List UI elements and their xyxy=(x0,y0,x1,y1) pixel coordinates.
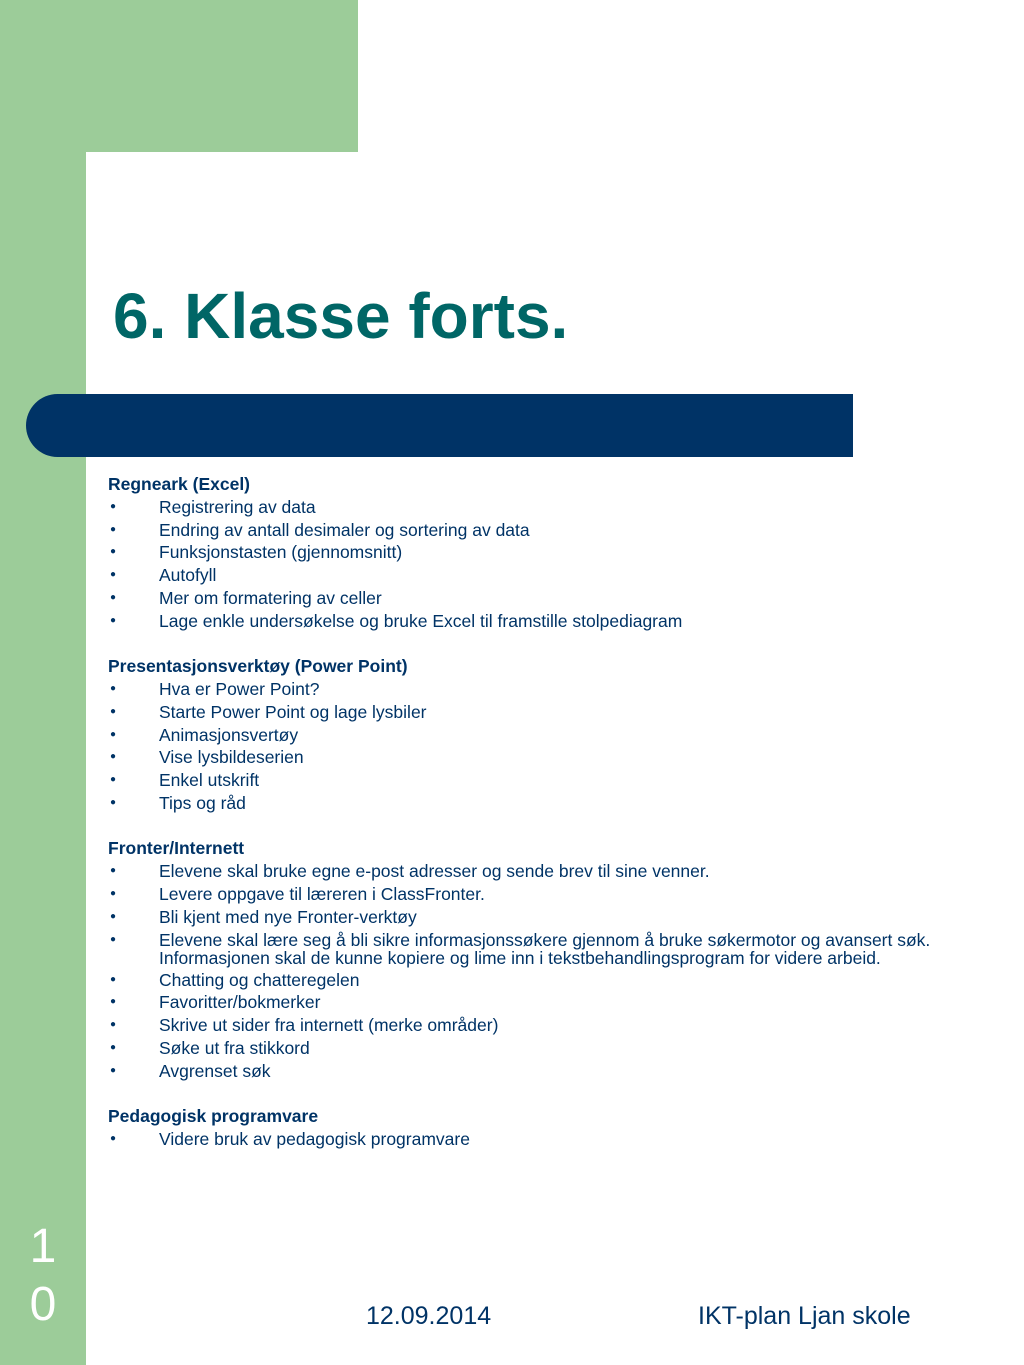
list-item xyxy=(108,1014,948,1037)
list-item xyxy=(108,746,948,769)
bullet-dot-icon: ● xyxy=(110,973,117,985)
list-item xyxy=(108,929,948,969)
list-item xyxy=(108,496,948,519)
bullet-dot-icon: ● xyxy=(110,1064,117,1076)
list-item xyxy=(108,769,948,792)
section-heading: Presentasjonsverktøy (Power Point) xyxy=(108,656,408,677)
list-item xyxy=(108,587,948,610)
list-item-text: Starte Power Point og lage lysbiler xyxy=(159,701,427,722)
list-item xyxy=(108,860,948,883)
bullet-list xyxy=(108,496,948,633)
bullet-dot-icon: ● xyxy=(110,705,117,717)
bullet-dot-icon: ● xyxy=(110,996,117,1008)
list-item-text: Vise lysbildeserien xyxy=(159,747,304,768)
bullet-list xyxy=(108,678,948,815)
section-pedagogisk xyxy=(108,1105,948,1151)
bullet-dot-icon: ● xyxy=(110,614,117,626)
section-heading: Regneark (Excel) xyxy=(108,474,251,494)
list-item-text: Søke ut fra stikkord xyxy=(159,1037,310,1058)
bullet-dot-icon: ● xyxy=(110,887,117,899)
left-green-band xyxy=(0,0,86,1365)
list-item-text: Elevene skal bruke egne e-post adresser og sende brev til sine venner. xyxy=(159,861,710,882)
section-heading: Pedagogisk programvare xyxy=(108,1106,319,1127)
list-item-text: Chatting og chatteregelen xyxy=(159,969,360,990)
list-item-text: Tips og råd xyxy=(159,792,246,813)
list-item xyxy=(108,678,948,701)
list-item-text: Videre bruk av pedagogisk programvare xyxy=(159,1128,470,1149)
list-item xyxy=(108,724,948,747)
bullet-list xyxy=(108,1128,948,1151)
list-item-text: Bli kjent med nye Fronter-verktøy xyxy=(159,906,417,927)
bullet-dot-icon: ● xyxy=(110,1132,117,1144)
bullet-dot-icon: ● xyxy=(110,1019,117,1031)
list-item-text: Avgrenset søk xyxy=(159,1060,271,1081)
list-item-text: Elevene skal lære seg å bli sikre informasjonssøkere gjennom å bruke søkermotor og avansert søk. Informasjonen skal de kunne kopiere og lime inn i tekstbehandlingsprogram for videre arbeid. xyxy=(159,929,931,968)
bullet-dot-icon: ● xyxy=(110,865,117,877)
list-item xyxy=(108,1037,948,1060)
section-fronter xyxy=(108,837,948,1082)
bullet-list xyxy=(108,860,948,1082)
slide-number xyxy=(22,1218,64,1334)
top-green-block xyxy=(0,0,358,152)
list-item-text: Animasjonsvertøy xyxy=(159,724,299,745)
bullet-dot-icon: ● xyxy=(110,910,117,922)
list-item xyxy=(108,519,948,542)
bullet-dot-icon: ● xyxy=(110,523,117,535)
bullet-dot-icon: ● xyxy=(110,774,117,786)
list-item xyxy=(108,883,948,906)
list-item-text: Mer om formatering av celler xyxy=(159,587,382,608)
list-item-text: Autofyll xyxy=(159,565,217,586)
slide-number-digit: 1 xyxy=(29,1220,57,1273)
list-item-text: Enkel utskrift xyxy=(159,770,260,791)
footer-date: 12.09.2014 xyxy=(366,1302,492,1330)
list-item xyxy=(108,564,948,587)
slide-title: 6. Klasse forts. xyxy=(113,280,569,352)
list-item-text: Skrive ut sider fra internett (merke områder) xyxy=(159,1015,499,1036)
list-item xyxy=(108,991,948,1014)
list-item xyxy=(108,1128,948,1151)
section-powerpoint xyxy=(108,655,948,815)
list-item-text: Favoritter/bokmerker xyxy=(159,992,321,1013)
list-item-text: Hva er Power Point? xyxy=(159,678,320,699)
list-item-text: Funksjonstasten (gjennomsnitt) xyxy=(159,542,403,563)
bullet-dot-icon: ● xyxy=(110,682,117,694)
bullet-dot-icon: ● xyxy=(110,933,117,945)
title-underline-bar xyxy=(26,394,853,457)
slide-content xyxy=(108,473,948,1173)
bullet-dot-icon: ● xyxy=(110,751,117,763)
bullet-dot-icon: ● xyxy=(110,1041,117,1053)
list-item xyxy=(108,969,948,992)
list-item xyxy=(108,701,948,724)
slide-number-digit: 0 xyxy=(29,1278,57,1331)
list-item xyxy=(108,541,948,564)
list-item xyxy=(108,610,948,633)
bullet-dot-icon: ● xyxy=(110,500,117,512)
footer-title: IKT-plan Ljan skole xyxy=(698,1302,911,1330)
bullet-dot-icon: ● xyxy=(110,728,117,740)
section-excel xyxy=(108,473,948,633)
bullet-dot-icon: ● xyxy=(110,796,117,808)
list-item-text: Registrering av data xyxy=(159,496,316,517)
list-item xyxy=(108,906,948,929)
list-item xyxy=(108,1060,948,1083)
list-item xyxy=(108,792,948,815)
bullet-dot-icon: ● xyxy=(110,591,117,603)
section-heading: Fronter/Internett xyxy=(108,838,245,859)
bullet-dot-icon: ● xyxy=(110,546,117,558)
list-item-text: Endring av antall desimaler og sortering av data xyxy=(159,519,530,540)
list-item-text: Levere oppgave til læreren i ClassFronter. xyxy=(159,883,485,904)
list-item-text: Lage enkle undersøkelse og bruke Excel til framstille stolpediagram xyxy=(159,610,683,631)
bullet-dot-icon: ● xyxy=(110,569,117,581)
